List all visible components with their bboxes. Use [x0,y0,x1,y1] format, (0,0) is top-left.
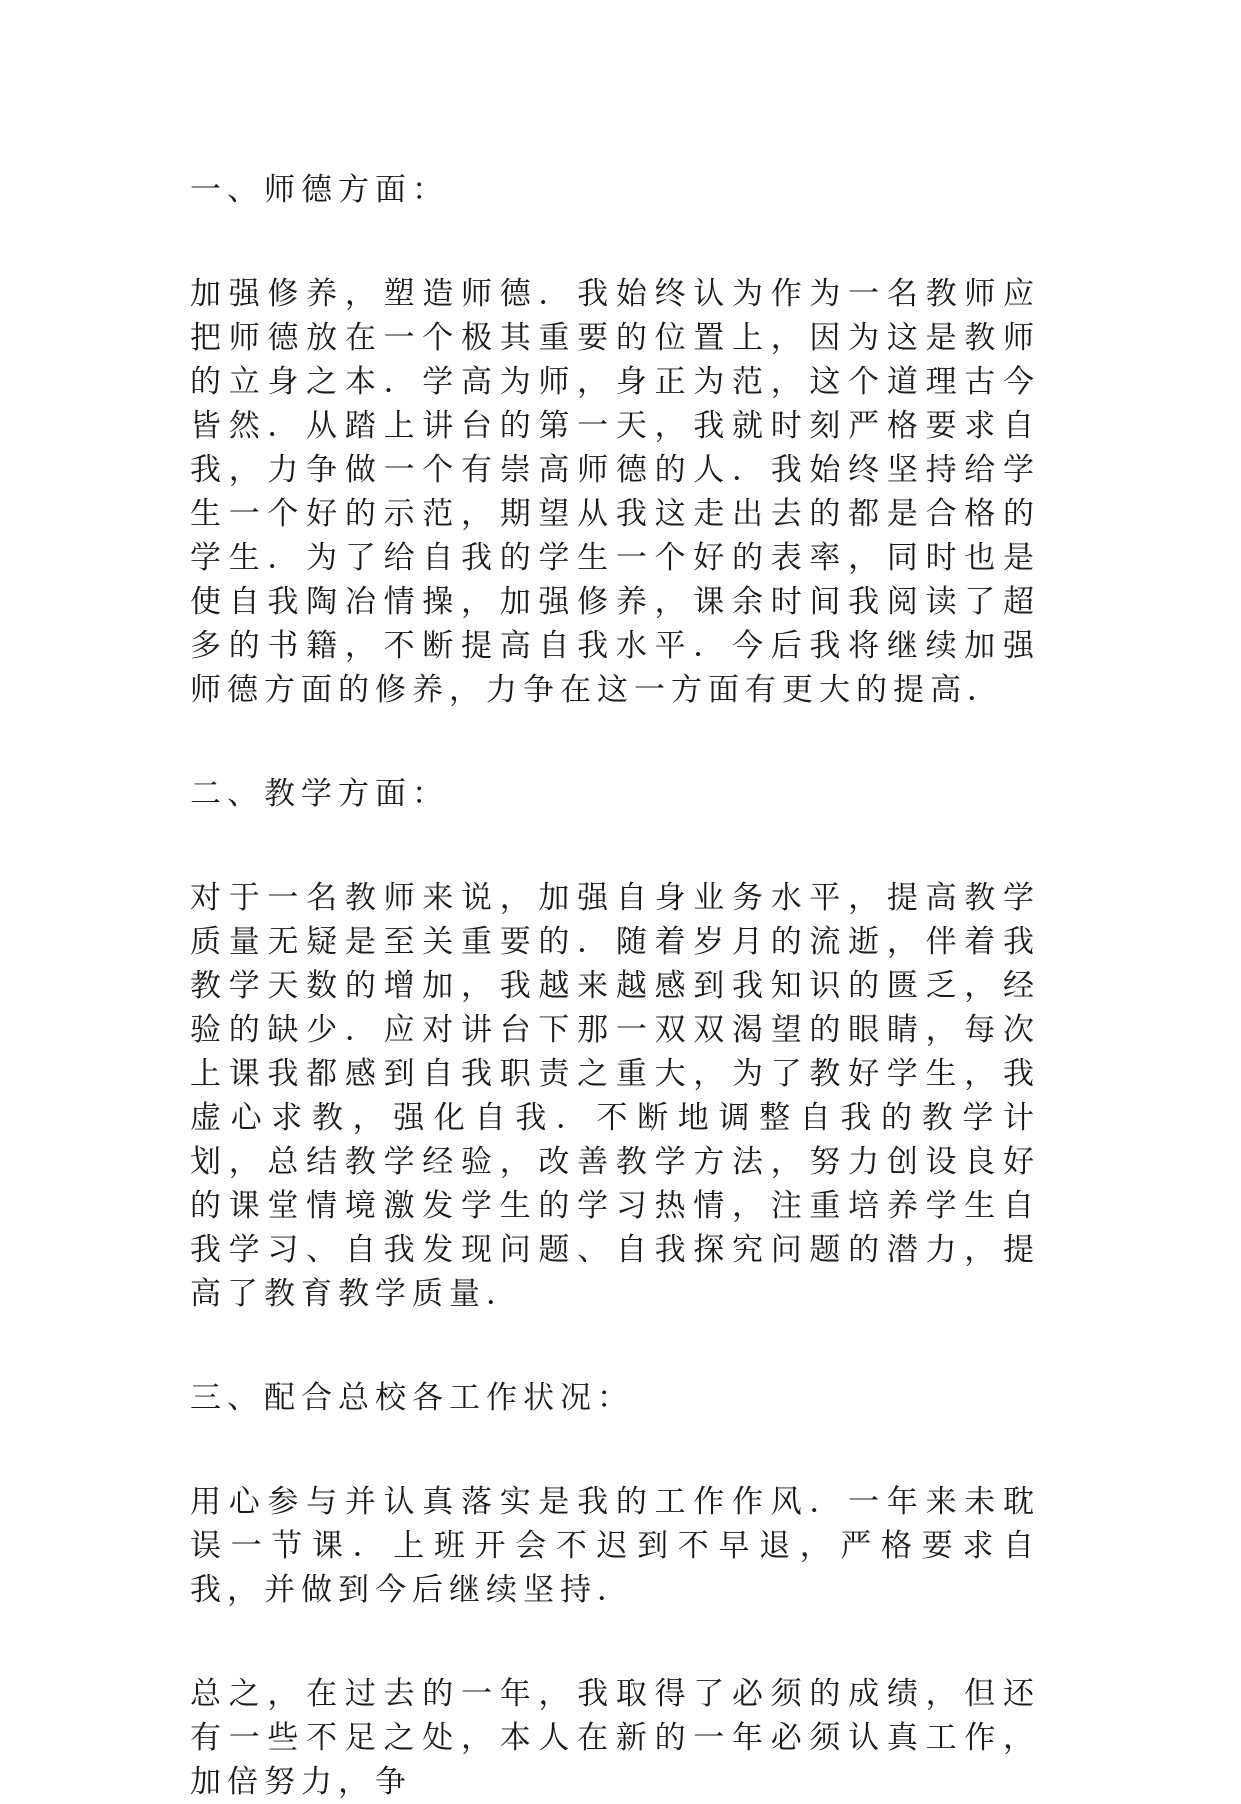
spacer [190,1316,1040,1376]
section-heading-teaching: 二、教学方面： [190,776,449,812]
spacer [190,212,1040,272]
document-body [190,168,1040,1804]
section-body-ethics: 加强修养，塑造师德．我始终认为作为一名教师应把师德放在一个极其重要的位置上，因为这是教师的立身之本．学高为师，身正为范，这个道理古今皆然．从踏上讲台的第一天，我就时刻严格要求自我，力争做一个有崇高师德的人．我始终坚持给学生一个好的示范，期望从我这走出去的都是合格的学生．为了给自我的学生一个好的表率，同时也是使自我陶冶情操，加强修养，课余时间我阅读了超多的书籍，不断提高自我水平．今后我将继续加强师德方面的修养，力争在这一方面有更大的提高． [190,276,1040,708]
spacer [190,1612,1040,1672]
section-heading-ethics: 一、师德方面： [190,172,449,208]
section-body-cooperation: 用心参与并认真落实是我的工作作风．一年来未耽误一节课．上班开会不迟到不早退，严格要求自我，并做到今后继续坚持． [190,1484,1040,1608]
spacer [190,712,1040,772]
spacer [190,1420,1040,1480]
spacer [190,816,1040,876]
section-body-teaching: 对于一名教师来说，加强自身业务水平，提高教学质量无疑是至关重要的．随着岁月的流逝，伴着我教学天数的增加，我越来越感到我知识的匮乏，经验的缺少．应对讲台下那一双双渴望的眼睛，每次上课我都感到自我职责之重大，为了教好学生，我虚心求教，强化自我．不断地调整自我的教学计划，总结教学经验，改善教学方法，努力创设良好的课堂情境激发学生的学习热情，注重培养学生自我学习、自我发现问题、自我探究问题的潜力，提高了教育教学质量． [190,880,1040,1312]
section-heading-cooperation: 三、配合总校各工作状况： [190,1380,634,1416]
closing-paragraph: 总之，在过去的一年，我取得了必须的成绩，但还有一些不足之处，本人在新的一年必须认真工作，加倍努力，争 [190,1676,1040,1800]
